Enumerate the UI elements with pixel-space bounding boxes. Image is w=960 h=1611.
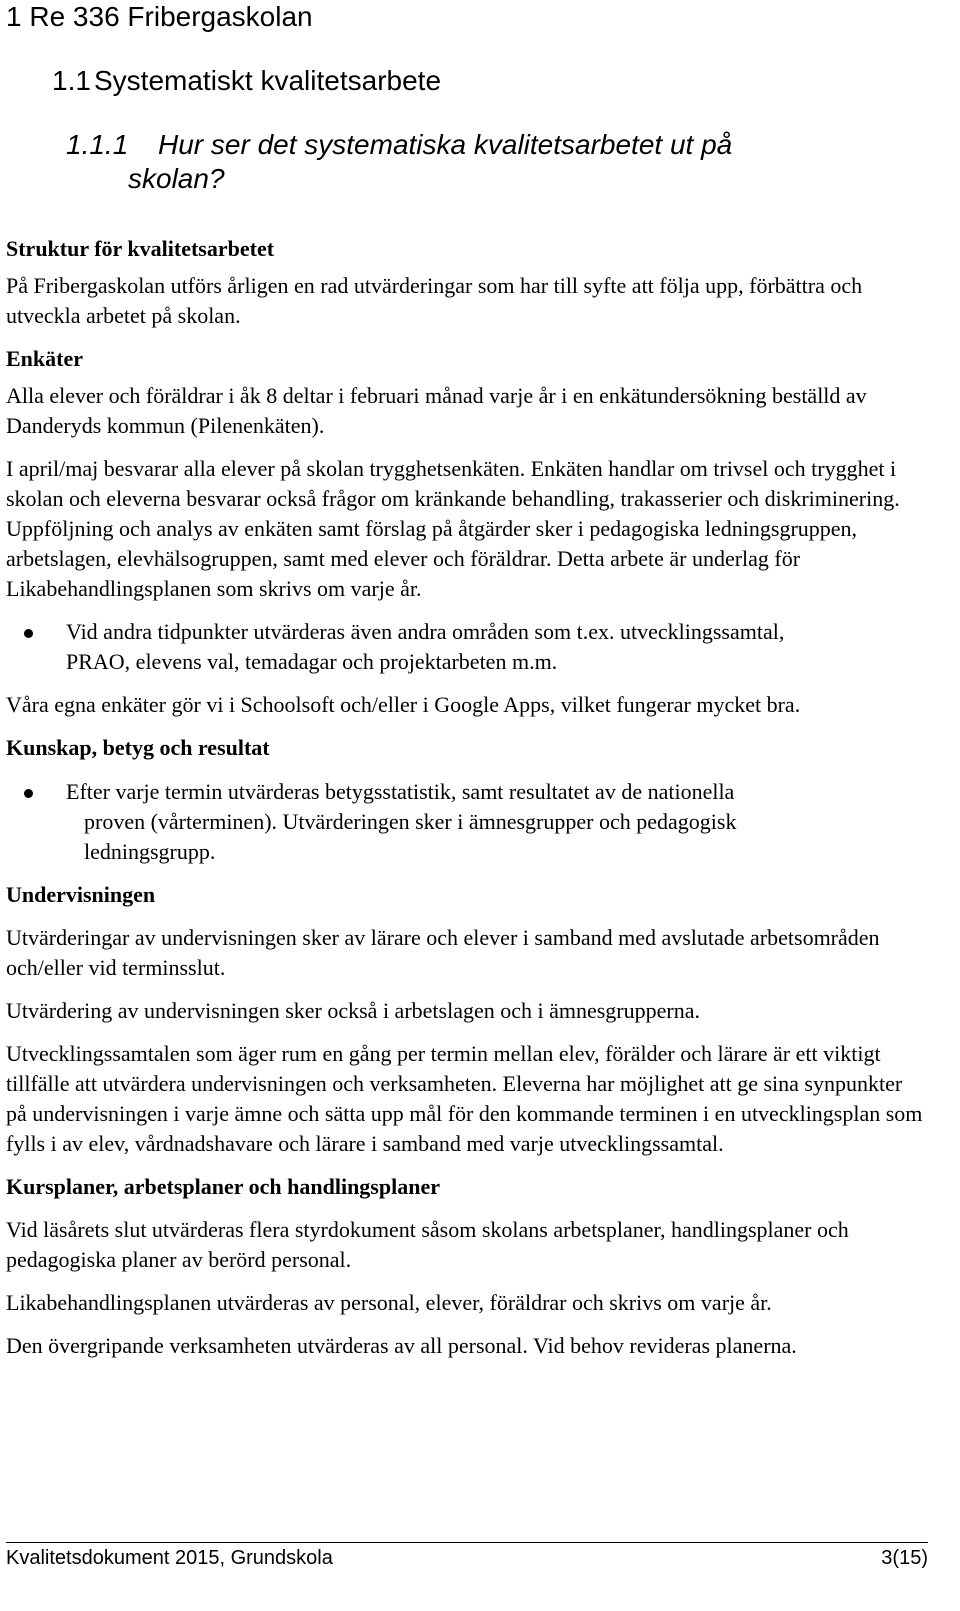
bullet-dot-icon (24, 629, 33, 638)
bullet-kunskap-line3: ledningsgrupp. (84, 839, 216, 864)
heading-1: 1 Re 336 Fribergaskolan (6, 1, 313, 32)
bullet-enkater (6, 617, 926, 677)
heading-3-line1: Hur ser det systematiska kvalitetsarbetet ut på (158, 129, 733, 160)
bullet-kunskap-line2: proven (vårterminen). Utvärderingen sker i ämnesgrupper och pedagogisk (84, 809, 737, 834)
bullet-enkater-line1: Vid andra tidpunkter utvärderas även andra områden som t.ex. utvecklingssamtal, (66, 619, 785, 644)
heading-2-number: 1.1 (52, 65, 91, 96)
footer-divider (6, 1542, 928, 1543)
document-body (6, 234, 926, 1374)
paragraph-enkater-2: I april/maj besvarar alla elever på skolan trygghetsenkäten. Enkäten handlar om trivsel och trygghet i skolan och eleverna besvarar också frågor om kränkande behandling, trakasserier och diskriminering. Uppföljning och analys av enkäten samt förslag på åtgärder sker i pedagogiska ledningsgruppen, arbetslagen, elevhälsogruppen, samt med elever och föräldrar. Detta arbete är underlag för Likabehandlingsplanen som skrivs om varje år. (6, 456, 900, 601)
section-title-kunskap: Kunskap, betyg och resultat (6, 735, 270, 760)
heading-3-number: 1.1.1 (66, 129, 129, 160)
section-title-enkater: Enkäter (6, 346, 83, 371)
section-title-struktur: Struktur för kvalitetsarbetet (6, 236, 275, 261)
paragraph-kursplaner-3: Den övergripande verksamheten utvärderas av all personal. Vid behov revideras planerna. (6, 1333, 797, 1358)
bullet-kunskap (6, 777, 926, 867)
section-title-kursplaner: Kursplaner, arbetsplaner och handlingsplaner (6, 1174, 440, 1199)
paragraph-enkater-1: Alla elever och föräldrar i åk 8 deltar i februari månad varje år i en enkätundersökning beställd av Danderyds kommun (Pilenenkäten). (6, 383, 867, 438)
paragraph-kursplaner-1: Vid läsårets slut utvärderas flera styrdokument såsom skolans arbetsplaner, handlingsplaner och pedagogiska planer av berörd personal. (6, 1217, 849, 1272)
bullet-kunskap-line1: Efter varje termin utvärderas betygsstatistik, samt resultatet av de nationella (66, 779, 735, 804)
heading-2-text: Systematiskt kvalitetsarbete (94, 65, 442, 96)
heading-2 (52, 64, 441, 98)
footer-page-number: 3(15) (881, 1547, 928, 1569)
paragraph-struktur: På Fribergaskolan utförs årligen en rad utvärderingar som har till syfte att följa upp, förbättra och utveckla arbetet på skolan. (6, 273, 863, 328)
paragraph-undervisningen-1: Utvärderingar av undervisningen sker av lärare och elever i samband med avslutade arbetsområden och/eller vid terminsslut. (6, 925, 880, 980)
heading-3-line2: skolan? (128, 163, 225, 194)
paragraph-enkater-3: Våra egna enkäter gör vi i Schoolsoft och/eller i Google Apps, vilket fungerar mycket bra. (6, 692, 801, 717)
heading-3 (66, 128, 866, 196)
section-title-undervisningen: Undervisningen (6, 882, 156, 907)
paragraph-kursplaner-2: Likabehandlingsplanen utvärderas av personal, elever, föräldrar och skrivs om varje år. (6, 1290, 772, 1315)
footer-document-title: Kvalitetsdokument 2015, Grundskola (6, 1547, 333, 1569)
bullet-dot-icon (24, 789, 33, 798)
paragraph-undervisningen-2: Utvärdering av undervisningen sker också i arbetslagen och i ämnesgrupperna. (6, 998, 700, 1023)
paragraph-undervisningen-3: Utvecklingssamtalen som äger rum en gång per termin mellan elev, förälder och lärare är ett viktigt tillfälle att utvärdera undervisningen och verksamheten. Eleverna har möjlighet att ge sina synpunkter på undervisningen i varje ämne och sätta upp mål för den kommande terminen i en utvecklingsplan som fylls i av elev, vårdnadshavare och lärare i samband med varje utvecklingssamtal. (6, 1041, 923, 1156)
bullet-enkater-line2: PRAO, elevens val, temadagar och projektarbeten m.m. (66, 649, 558, 674)
